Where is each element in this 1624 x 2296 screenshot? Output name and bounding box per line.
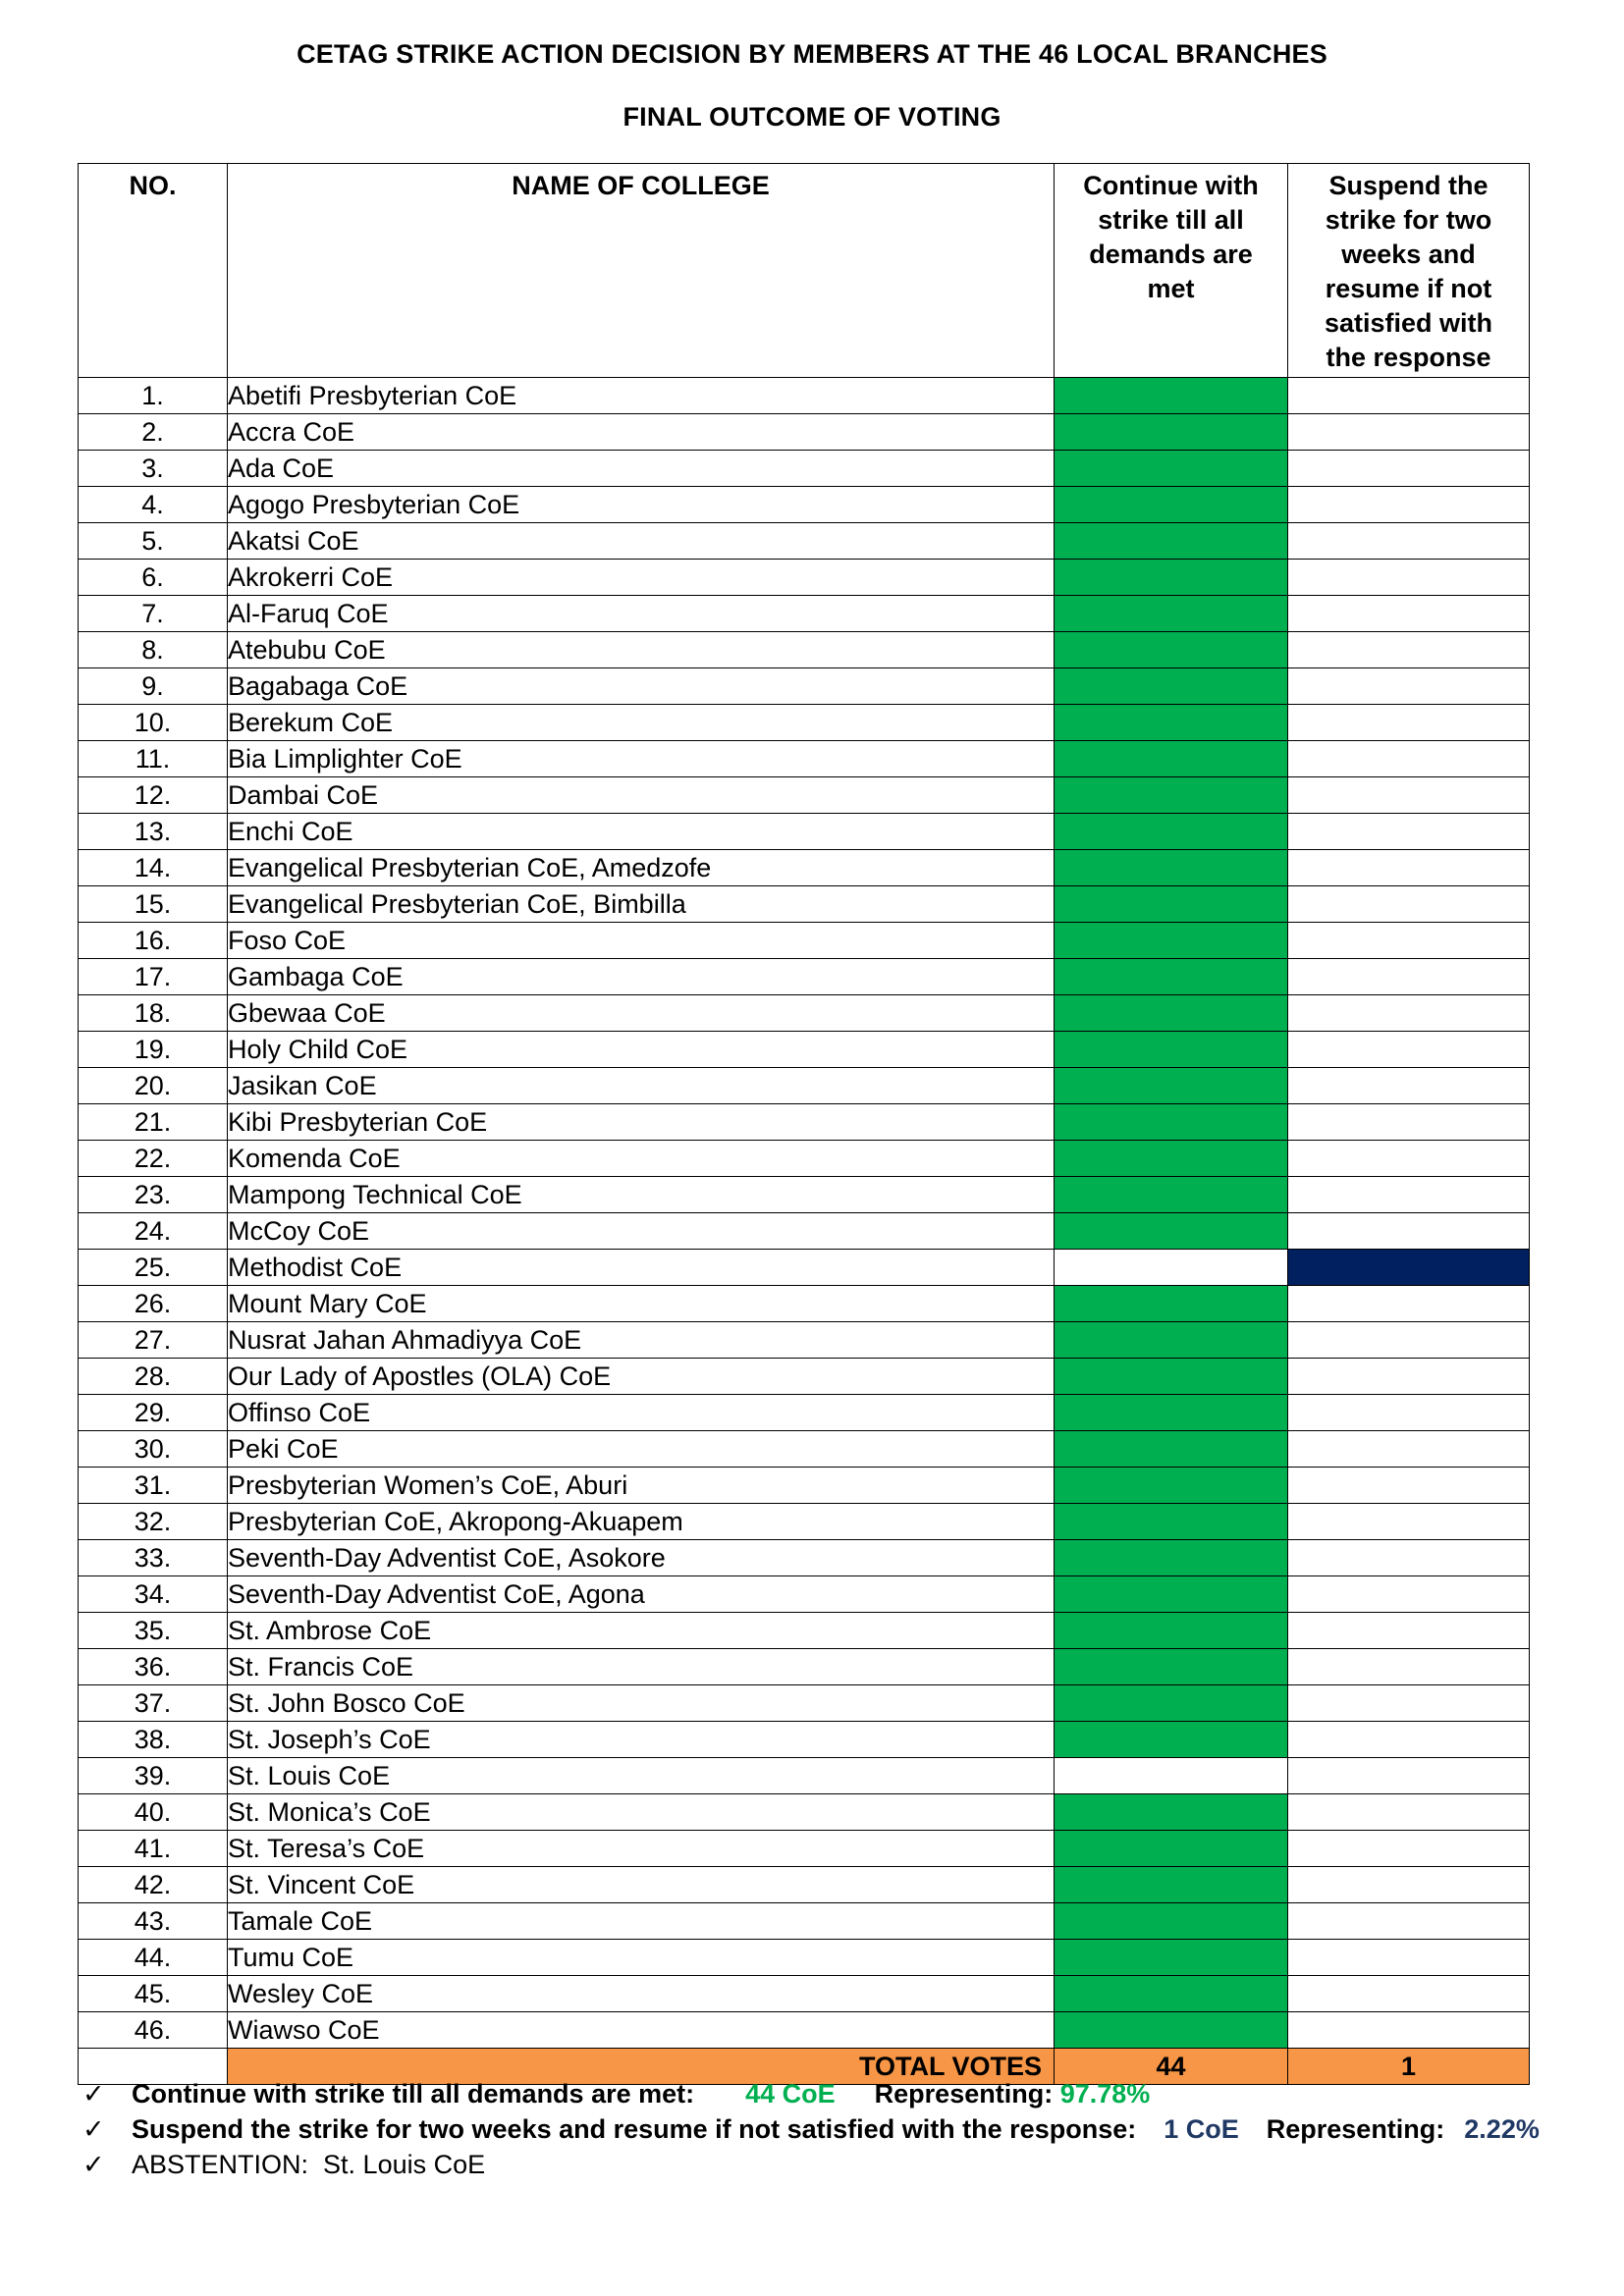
college-name: Accra CoE (228, 414, 1055, 451)
checkmark-icon: ✓ (82, 2114, 105, 2144)
suspend-vote-cell (1288, 1431, 1530, 1468)
college-name: St. Ambrose CoE (228, 1613, 1055, 1649)
suspend-vote-cell (1288, 1104, 1530, 1141)
college-name: Abetifi Presbyterian CoE (228, 378, 1055, 414)
continue-vote-cell (1055, 705, 1288, 741)
continue-vote-cell (1055, 1831, 1288, 1867)
summary-suspend-count: 1 CoE (1164, 2114, 1239, 2144)
suspend-vote-cell (1288, 1250, 1530, 1286)
table-row (79, 1758, 1530, 1794)
continue-vote-cell (1055, 1540, 1288, 1576)
continue-vote-cell (1055, 923, 1288, 959)
table-row (79, 959, 1530, 995)
row-number: 10. (79, 705, 228, 741)
table-row (79, 1976, 1530, 2012)
college-name: Bia Limplighter CoE (228, 741, 1055, 777)
college-name: Evangelical Presbyterian CoE, Bimbilla (228, 886, 1055, 923)
row-number: 5. (79, 523, 228, 560)
summary-continue-count: 44 CoE (745, 2079, 836, 2109)
document-subtitle: FINAL OUTCOME OF VOTING (623, 102, 1001, 132)
suspend-vote-cell (1288, 560, 1530, 596)
college-name: Evangelical Presbyterian CoE, Amedzofe (228, 850, 1055, 886)
table-row (79, 668, 1530, 705)
suspend-vote-cell (1288, 1322, 1530, 1359)
continue-vote-cell (1055, 1940, 1288, 1976)
continue-vote-cell (1055, 959, 1288, 995)
row-number: 27. (79, 1322, 228, 1359)
table-row (79, 741, 1530, 777)
table-row (79, 2012, 1530, 2049)
row-number: 11. (79, 741, 228, 777)
table-row (79, 1613, 1530, 1649)
college-name: St. Joseph’s CoE (228, 1722, 1055, 1758)
suspend-vote-cell (1288, 1613, 1530, 1649)
table-row (79, 814, 1530, 850)
suspend-vote-cell (1288, 1504, 1530, 1540)
college-name: Gambaga CoE (228, 959, 1055, 995)
row-number: 26. (79, 1286, 228, 1322)
checkmark-icon: ✓ (82, 2150, 105, 2179)
header-suspend: Suspend the strike for two weeks and resume if not satisfied with the response (1288, 164, 1530, 378)
college-name: Nusrat Jahan Ahmadiyya CoE (228, 1322, 1055, 1359)
college-name: Our Lady of Apostles (OLA) CoE (228, 1359, 1055, 1395)
header-college-name: NAME OF COLLEGE (228, 164, 1055, 378)
continue-vote-cell (1055, 1794, 1288, 1831)
suspend-vote-cell (1288, 1177, 1530, 1213)
table-row (79, 1359, 1530, 1395)
college-name: Wesley CoE (228, 1976, 1055, 2012)
college-name: St. John Bosco CoE (228, 1685, 1055, 1722)
college-name: Akrokerri CoE (228, 560, 1055, 596)
college-name: St. Francis CoE (228, 1649, 1055, 1685)
table-row (79, 1322, 1530, 1359)
college-name: Seventh-Day Adventist CoE, Agona (228, 1576, 1055, 1613)
college-name: McCoy CoE (228, 1213, 1055, 1250)
college-name: St. Louis CoE (228, 1758, 1055, 1794)
summary-suspend-rep-label: Representing: (1266, 2114, 1445, 2144)
continue-vote-cell (1055, 1504, 1288, 1540)
row-number: 9. (79, 668, 228, 705)
table-row (79, 1540, 1530, 1576)
row-number: 35. (79, 1613, 228, 1649)
row-number: 14. (79, 850, 228, 886)
college-name: Tumu CoE (228, 1940, 1055, 1976)
suspend-vote-cell (1288, 1468, 1530, 1504)
suspend-vote-cell (1288, 1940, 1530, 1976)
suspend-vote-cell (1288, 632, 1530, 668)
total-continue-count: 44 (1055, 2049, 1288, 2085)
row-number: 19. (79, 1032, 228, 1068)
row-number: 22. (79, 1141, 228, 1177)
college-name: Dambai CoE (228, 777, 1055, 814)
table-row (79, 560, 1530, 596)
row-number: 12. (79, 777, 228, 814)
college-name: Agogo Presbyterian CoE (228, 487, 1055, 523)
college-name: Wiawso CoE (228, 2012, 1055, 2049)
continue-vote-cell (1055, 596, 1288, 632)
table-row (79, 850, 1530, 886)
continue-vote-cell (1055, 632, 1288, 668)
college-name: Mount Mary CoE (228, 1286, 1055, 1322)
college-name: Tamale CoE (228, 1903, 1055, 1940)
row-number: 6. (79, 560, 228, 596)
suspend-vote-cell (1288, 1576, 1530, 1613)
header-continue: Continue with strike till all demands are met (1055, 164, 1288, 378)
table-row (79, 923, 1530, 959)
college-name: Presbyterian Women’s CoE, Aburi (228, 1468, 1055, 1504)
suspend-vote-cell (1288, 1359, 1530, 1395)
row-number: 17. (79, 959, 228, 995)
suspend-vote-cell (1288, 923, 1530, 959)
row-number: 4. (79, 487, 228, 523)
college-name: Presbyterian CoE, Akropong-Akuapem (228, 1504, 1055, 1540)
suspend-vote-cell (1288, 378, 1530, 414)
table-row (79, 414, 1530, 451)
continue-vote-cell (1055, 1322, 1288, 1359)
suspend-vote-cell (1288, 814, 1530, 850)
row-number: 38. (79, 1722, 228, 1758)
suspend-vote-cell (1288, 777, 1530, 814)
college-name: St. Monica’s CoE (228, 1794, 1055, 1831)
college-name: Methodist CoE (228, 1250, 1055, 1286)
table-row (79, 1395, 1530, 1431)
suspend-vote-cell (1288, 1903, 1530, 1940)
row-number: 25. (79, 1250, 228, 1286)
suspend-vote-cell (1288, 1032, 1530, 1068)
college-name: Berekum CoE (228, 705, 1055, 741)
college-name: Atebubu CoE (228, 632, 1055, 668)
continue-vote-cell (1055, 1867, 1288, 1903)
suspend-vote-cell (1288, 1286, 1530, 1322)
suspend-vote-cell (1288, 1758, 1530, 1794)
row-number: 16. (79, 923, 228, 959)
row-number: 24. (79, 1213, 228, 1250)
row-number: 2. (79, 414, 228, 451)
continue-vote-cell (1055, 777, 1288, 814)
suspend-vote-cell (1288, 850, 1530, 886)
table-row (79, 523, 1530, 560)
continue-vote-cell (1055, 2012, 1288, 2049)
row-number: 30. (79, 1431, 228, 1468)
row-number: 42. (79, 1867, 228, 1903)
table-row (79, 1431, 1530, 1468)
table-row (79, 1685, 1530, 1722)
row-number: 15. (79, 886, 228, 923)
row-number: 43. (79, 1903, 228, 1940)
row-number: 1. (79, 378, 228, 414)
summary-abstention-label: ABSTENTION: (132, 2150, 309, 2179)
college-name: Peki CoE (228, 1431, 1055, 1468)
continue-vote-cell (1055, 1613, 1288, 1649)
summary-suspend-label: Suspend the strike for two weeks and resume if not satisfied with the response: (132, 2114, 1137, 2144)
continue-vote-cell (1055, 1649, 1288, 1685)
continue-vote-cell (1055, 1032, 1288, 1068)
row-number: 45. (79, 1976, 228, 2012)
continue-vote-cell (1055, 1685, 1288, 1722)
suspend-vote-cell (1288, 741, 1530, 777)
row-number: 29. (79, 1395, 228, 1431)
continue-vote-cell (1055, 741, 1288, 777)
table-row (79, 1576, 1530, 1613)
total-votes-label: TOTAL VOTES (228, 2049, 1055, 2085)
suspend-vote-cell (1288, 1685, 1530, 1722)
continue-vote-cell (1055, 487, 1288, 523)
suspend-vote-cell (1288, 959, 1530, 995)
college-name: Holy Child CoE (228, 1032, 1055, 1068)
row-number: 13. (79, 814, 228, 850)
table-body (79, 378, 1530, 2049)
continue-vote-cell (1055, 1141, 1288, 1177)
row-number: 7. (79, 596, 228, 632)
table-row (79, 1177, 1530, 1213)
summary-continue-label: Continue with strike till all demands are met: (132, 2079, 695, 2109)
suspend-vote-cell (1288, 1395, 1530, 1431)
summary-suspend-percent: 2.22% (1464, 2114, 1540, 2144)
suspend-vote-cell (1288, 1540, 1530, 1576)
summary-abstention (82, 2150, 485, 2180)
suspend-vote-cell (1288, 705, 1530, 741)
continue-vote-cell (1055, 1468, 1288, 1504)
continue-vote-cell (1055, 1431, 1288, 1468)
suspend-vote-cell (1288, 451, 1530, 487)
college-name: Jasikan CoE (228, 1068, 1055, 1104)
row-number: 3. (79, 451, 228, 487)
row-number: 39. (79, 1758, 228, 1794)
summary-continue-rep-label: Representing: (874, 2079, 1054, 2109)
row-number: 33. (79, 1540, 228, 1576)
table-row (79, 378, 1530, 414)
continue-vote-cell (1055, 886, 1288, 923)
continue-vote-cell (1055, 1976, 1288, 2012)
table-row (79, 1867, 1530, 1903)
table-row (79, 1068, 1530, 1104)
continue-vote-cell (1055, 668, 1288, 705)
table-row (79, 451, 1530, 487)
row-number: 34. (79, 1576, 228, 1613)
suspend-vote-cell (1288, 1649, 1530, 1685)
college-name: Komenda CoE (228, 1141, 1055, 1177)
college-name: St. Teresa’s CoE (228, 1831, 1055, 1867)
checkmark-icon: ✓ (82, 2079, 105, 2109)
document-title: CETAG STRIKE ACTION DECISION BY MEMBERS AT THE 46 LOCAL BRANCHES (297, 39, 1327, 69)
college-name: Seventh-Day Adventist CoE, Asokore (228, 1540, 1055, 1576)
continue-vote-cell (1055, 378, 1288, 414)
row-number: 21. (79, 1104, 228, 1141)
college-name: Enchi CoE (228, 814, 1055, 850)
table-header-row (79, 164, 1530, 378)
suspend-vote-cell (1288, 1141, 1530, 1177)
suspend-vote-cell (1288, 1068, 1530, 1104)
row-number: 36. (79, 1649, 228, 1685)
suspend-vote-cell (1288, 414, 1530, 451)
table-row (79, 1032, 1530, 1068)
table-row (79, 1141, 1530, 1177)
row-number: 41. (79, 1831, 228, 1867)
continue-vote-cell (1055, 560, 1288, 596)
continue-vote-cell (1055, 814, 1288, 850)
row-number: 31. (79, 1468, 228, 1504)
suspend-vote-cell (1288, 1213, 1530, 1250)
row-number: 37. (79, 1685, 228, 1722)
continue-vote-cell (1055, 414, 1288, 451)
table-row (79, 596, 1530, 632)
table-row (79, 1940, 1530, 1976)
continue-vote-cell (1055, 1359, 1288, 1395)
table-row (79, 1722, 1530, 1758)
row-number: 8. (79, 632, 228, 668)
row-number: 20. (79, 1068, 228, 1104)
table-row (79, 777, 1530, 814)
continue-vote-cell (1055, 1286, 1288, 1322)
table-row (79, 886, 1530, 923)
continue-vote-cell (1055, 995, 1288, 1032)
continue-vote-cell (1055, 1576, 1288, 1613)
continue-vote-cell (1055, 1250, 1288, 1286)
header-no: NO. (79, 164, 228, 378)
table-row (79, 1831, 1530, 1867)
table-row (79, 632, 1530, 668)
table-row (79, 995, 1530, 1032)
continue-vote-cell (1055, 1903, 1288, 1940)
continue-vote-cell (1055, 1177, 1288, 1213)
suspend-vote-cell (1288, 2012, 1530, 2049)
continue-vote-cell (1055, 1758, 1288, 1794)
college-name: Al-Faruq CoE (228, 596, 1055, 632)
table-row (79, 1649, 1530, 1685)
table-row (79, 1250, 1530, 1286)
voting-table (78, 163, 1530, 2085)
table-row (79, 1794, 1530, 1831)
table-row (79, 1903, 1530, 1940)
summary-abstention-value: St. Louis CoE (323, 2150, 486, 2179)
continue-vote-cell (1055, 451, 1288, 487)
total-suspend-count: 1 (1288, 2049, 1530, 2085)
continue-vote-cell (1055, 1213, 1288, 1250)
row-number: 40. (79, 1794, 228, 1831)
table-row (79, 705, 1530, 741)
suspend-vote-cell (1288, 668, 1530, 705)
row-number: 32. (79, 1504, 228, 1540)
suspend-vote-cell (1288, 1794, 1530, 1831)
table-row (79, 1468, 1530, 1504)
continue-vote-cell (1055, 1104, 1288, 1141)
suspend-vote-cell (1288, 1722, 1530, 1758)
suspend-vote-cell (1288, 1976, 1530, 2012)
college-name: Offinso CoE (228, 1395, 1055, 1431)
row-number: 23. (79, 1177, 228, 1213)
suspend-vote-cell (1288, 523, 1530, 560)
college-name: Mampong Technical CoE (228, 1177, 1055, 1213)
suspend-vote-cell (1288, 995, 1530, 1032)
college-name: Bagabaga CoE (228, 668, 1055, 705)
college-name: St. Vincent CoE (228, 1867, 1055, 1903)
college-name: Gbewaa CoE (228, 995, 1055, 1032)
table-row (79, 1504, 1530, 1540)
continue-vote-cell (1055, 523, 1288, 560)
college-name: Akatsi CoE (228, 523, 1055, 560)
college-name: Foso CoE (228, 923, 1055, 959)
suspend-vote-cell (1288, 596, 1530, 632)
row-number: 44. (79, 1940, 228, 1976)
suspend-vote-cell (1288, 886, 1530, 923)
row-number: 46. (79, 2012, 228, 2049)
continue-vote-cell (1055, 1068, 1288, 1104)
college-name: Kibi Presbyterian CoE (228, 1104, 1055, 1141)
suspend-vote-cell (1288, 1867, 1530, 1903)
table-row (79, 1104, 1530, 1141)
row-number: 28. (79, 1359, 228, 1395)
continue-vote-cell (1055, 1395, 1288, 1431)
table-row (79, 487, 1530, 523)
suspend-vote-cell (1288, 487, 1530, 523)
summary-continue-percent: 97.78% (1059, 2079, 1151, 2109)
continue-vote-cell (1055, 850, 1288, 886)
college-name: Ada CoE (228, 451, 1055, 487)
row-number: 18. (79, 995, 228, 1032)
continue-vote-cell (1055, 1722, 1288, 1758)
table-row (79, 1286, 1530, 1322)
summary-suspend (82, 2114, 1540, 2145)
table-row (79, 1213, 1530, 1250)
suspend-vote-cell (1288, 1831, 1530, 1867)
summary-continue (82, 2079, 1150, 2109)
